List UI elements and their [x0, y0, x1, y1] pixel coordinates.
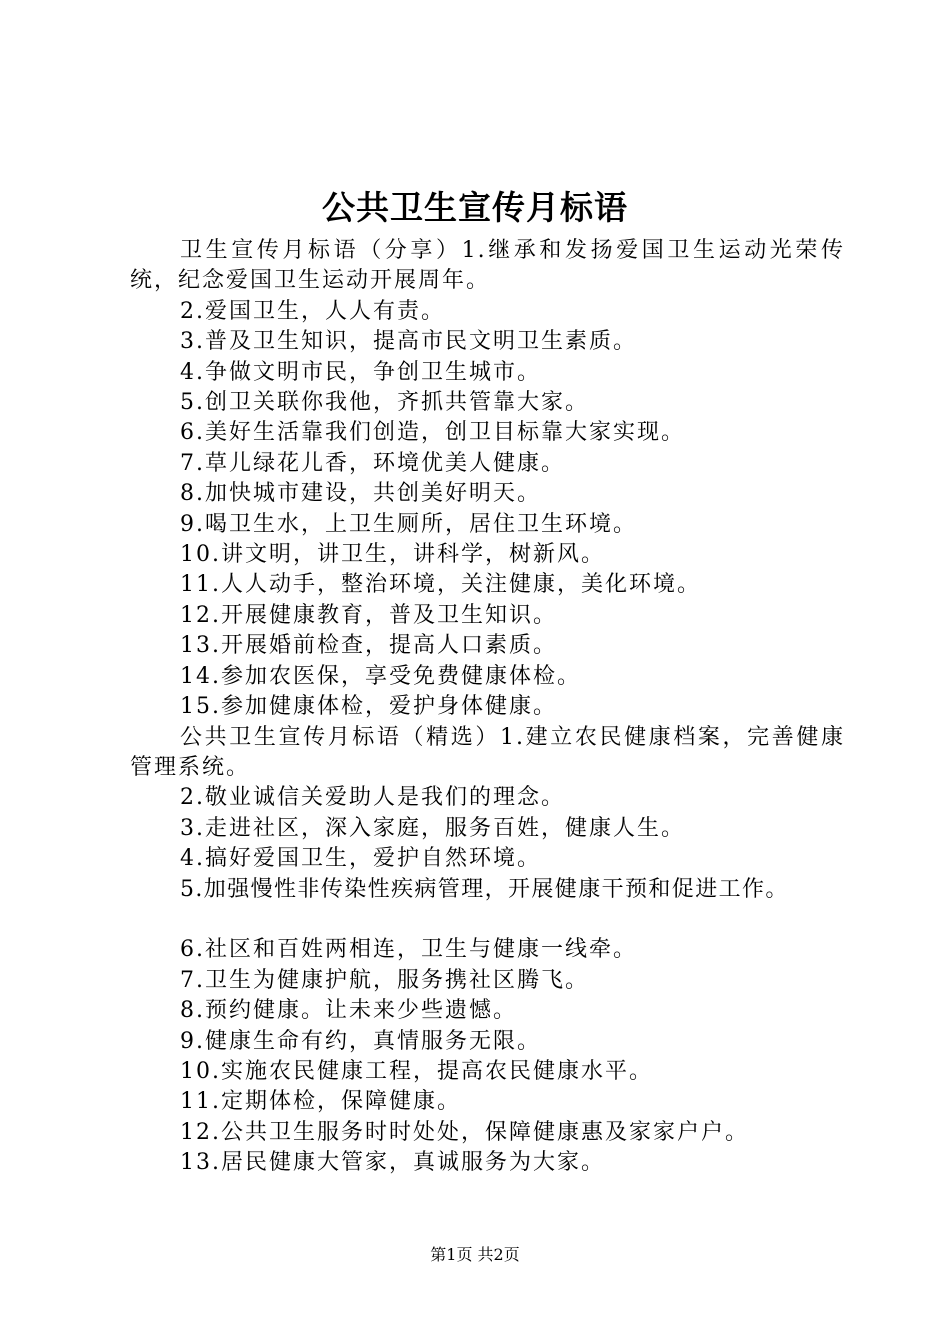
list-item: 5.加强慢性非传染性疾病管理，开展健康干预和促进工作。: [180, 876, 789, 902]
section2-intro: 公共卫生宣传月标语（精选）1.建立农民健康档案，完善健康管理系统。: [130, 724, 845, 780]
list-item: 15.参加健康体检，爱护身体健康。: [180, 694, 557, 720]
list-item: 3.走进社区，深入家庭，服务百姓，健康人生。: [180, 815, 685, 841]
list-item: 12.公共卫生服务时时处处，保障健康惠及家家户户。: [180, 1119, 749, 1145]
list-item: 11.人人动手，整治环境，关注健康，美化环境。: [180, 572, 701, 598]
page-number-footer: 第1页 共2页: [430, 1245, 520, 1264]
list-item: 3.普及卫生知识，提高市民文明卫生素质。: [180, 329, 637, 355]
list-item: 6.美好生活靠我们创造，创卫目标靠大家实现。: [180, 420, 685, 446]
document-body: [130, 236, 845, 1179]
list-item: 9.健康生命有约，真情服务无限。: [180, 1028, 541, 1054]
section2-list-b: [130, 935, 845, 1178]
list-item: 5.创卫关联你我他，齐抓共管靠大家。: [180, 390, 589, 416]
list-item: 7.草儿绿花儿香，环境优美人健康。: [180, 450, 565, 476]
document-title: 公共卫生宣传月标语: [322, 188, 628, 227]
list-item: 14.参加农医保，享受免费健康体检。: [180, 663, 581, 689]
list-item: 8.加快城市建设，共创美好明天。: [180, 481, 541, 507]
blank-line: [130, 905, 845, 935]
list-item: 2.敬业诚信关爱助人是我们的理念。: [180, 785, 565, 811]
list-item: 8.预约健康。让未来少些遗憾。: [180, 998, 517, 1024]
list-item: 2.爱国卫生，人人有责。: [180, 298, 445, 324]
list-item: 12.开展健康教育，普及卫生知识。: [180, 602, 557, 628]
section1-intro: 卫生宣传月标语（分享）1.继承和发扬爱国卫生运动光荣传统，纪念爱国卫生运动开展周年。: [130, 238, 845, 294]
list-item: 4.争做文明市民，争创卫生城市。: [180, 359, 541, 385]
section2-list-a: [130, 783, 845, 905]
section1-list: [130, 297, 845, 723]
list-item: 13.开展婚前检查，提高人口素质。: [180, 633, 557, 659]
list-item: 7.卫生为健康护航，服务携社区腾飞。: [180, 967, 589, 993]
list-item: 9.喝卫生水，上卫生厕所，居住卫生环境。: [180, 511, 637, 537]
list-item: 6.社区和百姓两相连，卫生与健康一线牵。: [180, 937, 637, 963]
list-item: 10.讲文明，讲卫生，讲科学，树新风。: [180, 542, 605, 568]
list-item: 11.定期体检，保障健康。: [180, 1089, 461, 1115]
list-item: 4.搞好爱国卫生，爱护自然环境。: [180, 846, 541, 872]
list-item: 10.实施农民健康工程，提高农民健康水平。: [180, 1058, 653, 1084]
list-item: 13.居民健康大管家，真诚服务为大家。: [180, 1150, 605, 1176]
